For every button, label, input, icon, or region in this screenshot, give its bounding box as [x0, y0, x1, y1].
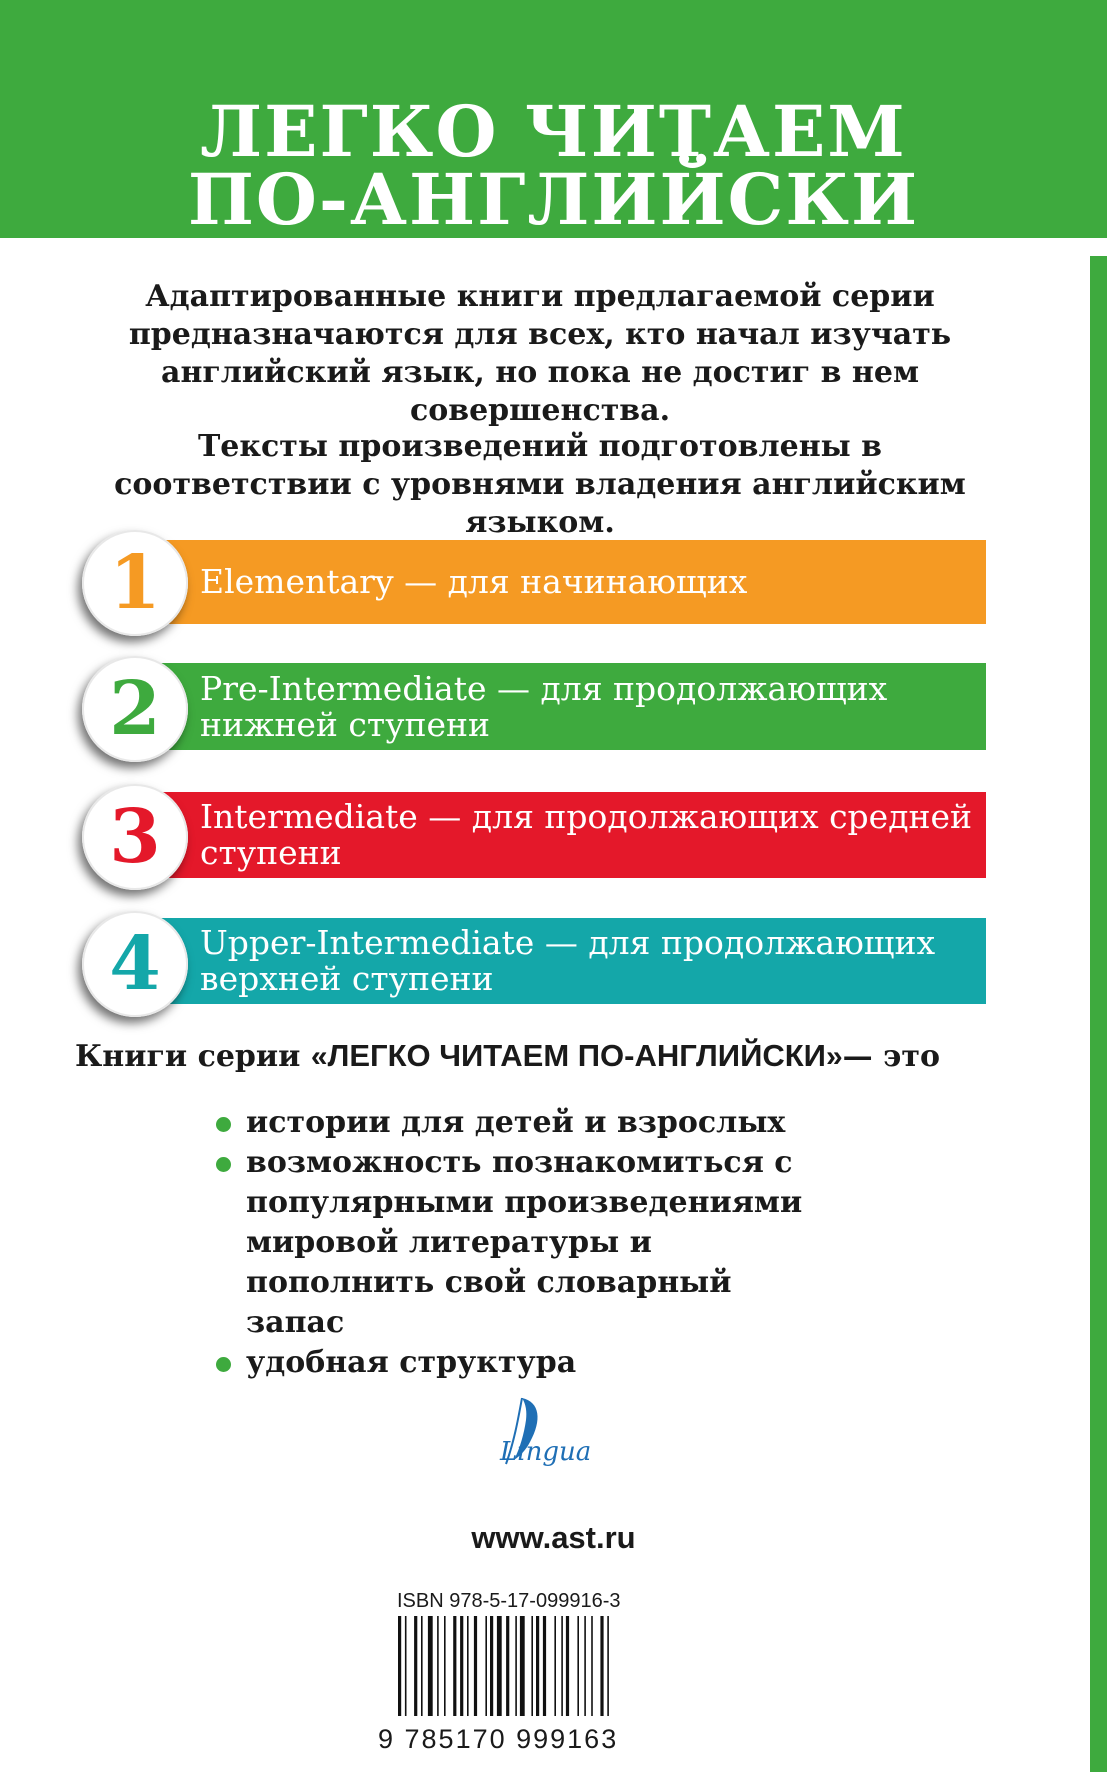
list-item — [216, 1343, 1016, 1383]
lingua-logo — [470, 1390, 610, 1480]
feather-quill-logo-icon — [470, 1390, 610, 1480]
list-item — [216, 1143, 806, 1343]
level-2-text: Pre-Intermediate — для продолжающих нижней ступени — [200, 668, 888, 744]
website-url: www.ast.ru — [471, 1520, 636, 1555]
barcode-digits: 9 785170 999163 — [378, 1724, 619, 1754]
level-2-number: 2 — [82, 656, 188, 762]
logo-text: Lingua — [500, 1437, 592, 1467]
isbn-label: ISBN 978-5-17-099916-3 — [397, 1590, 621, 1612]
series-prefix: Книги серии — [75, 1039, 301, 1074]
level-bar-3 — [150, 792, 986, 878]
level-bar-2 — [150, 663, 986, 750]
feature-list — [216, 1103, 1016, 1383]
series-statement — [75, 1036, 1035, 1077]
intro-paragraph-1: Адаптированные книги предлагаемой серии предназначаются для всех, кто начал изучать английский язык, но пока не достиг в нем совершенства. — [128, 279, 952, 428]
list-item — [216, 1103, 1016, 1143]
bullet-dot-icon — [216, 1157, 231, 1172]
level-3-number: 3 — [82, 784, 188, 890]
level-bar-1 — [150, 540, 986, 624]
list-item-text: возможность познакомиться с популярными произведениями мировой литературы и пополнить свой словарный запас — [246, 1145, 803, 1340]
level-1-number: 1 — [82, 530, 188, 636]
open-quote: « — [310, 1040, 328, 1073]
intro-paragraph-2: Тексты произведений подготовлены в соответствии с уровнями владения английским языком. — [114, 429, 966, 540]
barcode-graphic — [398, 1616, 664, 1731]
bullet-dot-icon — [216, 1357, 231, 1372]
level-4-number: 4 — [82, 911, 188, 1017]
level-bar-4 — [150, 918, 986, 1004]
list-item-text: удобная структура — [246, 1345, 577, 1380]
header-banner — [0, 0, 1107, 241]
level-4-text: Upper-Intermediate — для продолжающих верхней ступени — [200, 923, 936, 998]
series-name: ЛЕГКО ЧИТАЕМ ПО-АНГЛИЙСКИ — [327, 1038, 826, 1073]
title-line-1: ЛЕГКО ЧИТАЕМ — [200, 90, 907, 173]
bullet-dot-icon — [216, 1117, 231, 1132]
title-line-2: ПО-АНГЛИЙСКИ — [187, 158, 920, 241]
series-suffix: — это — [842, 1039, 940, 1074]
level-1-text: Elementary — для начинающих — [200, 562, 748, 601]
close-quote: » — [825, 1040, 843, 1073]
list-item-text: истории для детей и взрослых — [246, 1105, 786, 1140]
level-3-text: Intermediate — для продолжающих средней ступени — [200, 797, 973, 872]
